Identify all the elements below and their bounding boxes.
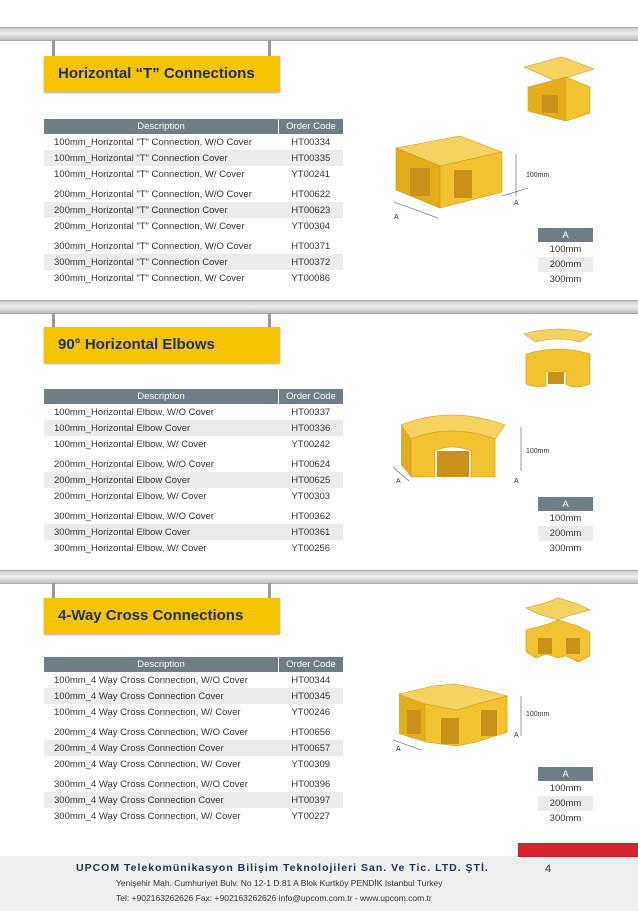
order-code: HT00335 (279, 150, 344, 166)
product-description: 200mm_4 Way Cross Connection, W/O Cover (44, 724, 279, 740)
tee-connection-exploded-image (518, 55, 598, 127)
product-description: 200mm_Horizontal Elbow, W/O Cover (44, 456, 279, 472)
order-code: YT00303 (279, 488, 344, 504)
company-contact: Tel: +902163262626 Fax: +902163262626 info@upcom.com.tr - www.upcom.com.tr (116, 893, 432, 903)
product-description: 300mm_Horizontal "T" Connection Cover (44, 254, 279, 270)
hanging-rail (0, 300, 638, 314)
product-description: 300mm_Horizontal "T" Connection, W/ Cover (44, 270, 279, 286)
width-dimension-label: A (394, 214, 399, 221)
dimension-table (538, 497, 593, 556)
order-code: HT00396 (279, 776, 344, 792)
dimension-value: 300mm (549, 274, 582, 285)
order-code: YT00304 (279, 218, 344, 234)
section-title: Horizontal “T” Connections (58, 65, 255, 82)
col-header-description: Description (44, 389, 279, 404)
table-row (44, 508, 343, 524)
col-header-order-code: Order Code (279, 389, 344, 404)
order-code: HT00361 (279, 524, 344, 540)
product-description: 300mm_Horizontal Elbow, W/ Cover (44, 540, 279, 556)
section-banner (44, 327, 280, 363)
order-code: YT00241 (279, 166, 344, 182)
table-row (44, 472, 343, 488)
section-title: 90° Horizontal Elbows (58, 336, 215, 353)
order-code: HT00625 (279, 472, 344, 488)
hanging-rail (0, 27, 638, 41)
product-description: 300mm_Horizontal Elbow Cover (44, 524, 279, 540)
table-row (44, 808, 343, 824)
product-description: 200mm_Horizontal Elbow, W/ Cover (44, 488, 279, 504)
product-description: 100mm_Horizontal Elbow, W/O Cover (44, 404, 279, 420)
section-title: 4-Way Cross Connections (58, 607, 244, 624)
table-row (44, 270, 343, 286)
page-number: 4 (545, 863, 552, 875)
table-row (44, 436, 343, 452)
product-table (44, 119, 343, 286)
width-dimension-label: A (396, 478, 401, 485)
order-code: HT00334 (279, 134, 344, 150)
dimension-header: A (538, 767, 593, 781)
order-code: HT00336 (279, 420, 344, 436)
product-description: 300mm_Horizontal Elbow, W/O Cover (44, 508, 279, 524)
width-dimension-label: A (514, 732, 519, 739)
product-description: 300mm_4 Way Cross Connection Cover (44, 792, 279, 808)
order-code: HT00362 (279, 508, 344, 524)
section-banner (44, 598, 280, 634)
banner-hanger (52, 40, 55, 56)
product-description: 300mm_4 Way Cross Connection, W/O Cover (44, 776, 279, 792)
table-row (44, 134, 343, 150)
col-header-order-code: Order Code (279, 119, 344, 134)
product-table (44, 657, 343, 824)
dimension-value: 300mm (549, 543, 582, 554)
order-code: YT00246 (279, 704, 344, 720)
table-row (44, 404, 343, 420)
section-banner (44, 56, 280, 92)
dimension-table (538, 228, 593, 287)
company-address: Yenişehir Mah. Cumhuriyet Bulv. No 12-1 D.81 A Blok Kurtköy PENDİK Istanbul Turkey (116, 878, 443, 888)
tee-connection-image (380, 130, 540, 225)
dimension-header: A (538, 228, 593, 242)
product-description: 200mm_Horizontal Elbow Cover (44, 472, 279, 488)
table-row (44, 776, 343, 792)
product-description: 100mm_Horizontal Elbow Cover (44, 420, 279, 436)
order-code: HT00372 (279, 254, 344, 270)
order-code: HT00624 (279, 456, 344, 472)
dimension-table (538, 767, 593, 826)
elbow-image (385, 405, 535, 490)
cross-connection-image (385, 680, 535, 760)
col-header-description: Description (44, 119, 279, 134)
order-code: HT00345 (279, 688, 344, 704)
order-code: YT00256 (279, 540, 344, 556)
width-dimension-label: A (514, 478, 519, 485)
table-row (44, 724, 343, 740)
table-row (44, 524, 343, 540)
dimension-header: A (538, 497, 593, 511)
table-row (44, 792, 343, 808)
table-row (44, 540, 343, 556)
dimension-value: 100mm (549, 783, 582, 794)
table-row (44, 186, 343, 202)
product-description: 300mm_Horizontal "T" Connection, W/O Cover (44, 238, 279, 254)
elbow-exploded-image (518, 324, 598, 396)
table-row (44, 688, 343, 704)
table-row (44, 166, 343, 182)
dimension-value: 200mm (538, 526, 593, 541)
table-row (44, 150, 343, 166)
order-code: YT00242 (279, 436, 344, 452)
product-description: 100mm_4 Way Cross Connection, W/ Cover (44, 704, 279, 720)
order-code: HT00657 (279, 740, 344, 756)
product-description: 100mm_Horizontal "T" Connection, W/O Cover (44, 134, 279, 150)
col-header-description: Description (44, 657, 279, 672)
dimension-value: 100mm (549, 244, 582, 255)
product-description: 100mm_Horizontal "T" Connection, W/ Cover (44, 166, 279, 182)
table-row (44, 704, 343, 720)
product-description: 200mm_Horizontal "T" Connection, W/O Cover (44, 186, 279, 202)
dimension-value: 100mm (549, 513, 582, 524)
order-code: HT00337 (279, 404, 344, 420)
banner-hanger (52, 583, 55, 599)
table-row (44, 218, 343, 234)
order-code: HT00623 (279, 202, 344, 218)
order-code: HT00397 (279, 792, 344, 808)
product-description: 200mm_4 Way Cross Connection Cover (44, 740, 279, 756)
table-row (44, 456, 343, 472)
product-description: 200mm_Horizontal "T" Connection, W/ Cover (44, 218, 279, 234)
order-code: YT00086 (279, 270, 344, 286)
table-row (44, 756, 343, 772)
product-description: 300mm_4 Way Cross Connection, W/ Cover (44, 808, 279, 824)
product-description: 100mm_Horizontal Elbow, W/ Cover (44, 436, 279, 452)
product-description: 100mm_Horizontal "T" Connection Cover (44, 150, 279, 166)
height-dimension-label: 100mm (526, 172, 550, 179)
table-row (44, 254, 343, 270)
table-row (44, 202, 343, 218)
height-dimension-label: 100mm (526, 711, 550, 718)
product-description: 100mm_4 Way Cross Connection Cover (44, 688, 279, 704)
table-row (44, 238, 343, 254)
order-code: HT00344 (279, 672, 344, 688)
order-code: HT00622 (279, 186, 344, 202)
table-row (44, 420, 343, 436)
order-code: HT00656 (279, 724, 344, 740)
cross-connection-exploded-image (518, 596, 598, 668)
dimension-value: 200mm (538, 796, 593, 811)
table-row (44, 740, 343, 756)
dimension-value: 200mm (538, 257, 593, 272)
hanging-rail (0, 570, 638, 584)
product-description: 100mm_4 Way Cross Connection, W/O Cover (44, 672, 279, 688)
height-dimension-label: 100mm (526, 448, 550, 455)
dimension-value: 300mm (549, 813, 582, 824)
table-row (44, 488, 343, 504)
banner-hanger (268, 583, 271, 599)
product-description: 200mm_4 Way Cross Connection, W/ Cover (44, 756, 279, 772)
table-row (44, 672, 343, 688)
order-code: YT00227 (279, 808, 344, 824)
order-code: YT00309 (279, 756, 344, 772)
company-name: UPCOM Telekomünikasyon Bilişim Teknolojileri San. Ve Tic. LTD. ŞTİ. (76, 862, 489, 874)
banner-hanger (268, 40, 271, 56)
width-dimension-label: A (514, 200, 519, 207)
order-code: HT00371 (279, 238, 344, 254)
product-table (44, 389, 343, 556)
footer-accent-stripe (518, 843, 638, 857)
width-dimension-label: A (396, 746, 401, 753)
product-description: 200mm_Horizontal "T" Connection Cover (44, 202, 279, 218)
col-header-order-code: Order Code (279, 657, 344, 672)
